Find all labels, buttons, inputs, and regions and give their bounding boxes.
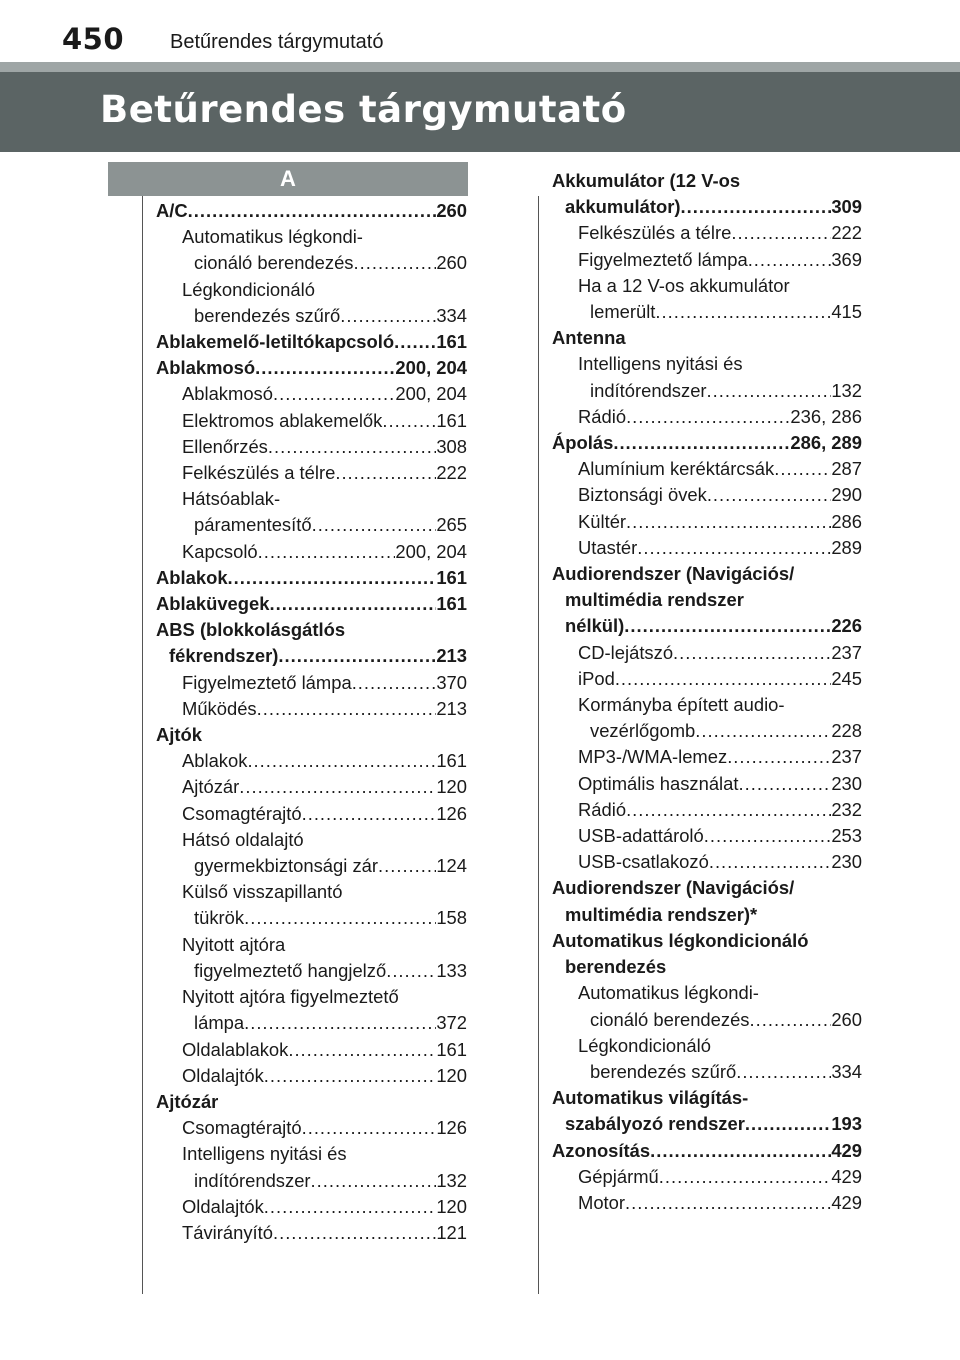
page-reference: 334: [831, 1060, 862, 1082]
index-entry-label: Ajtózár: [182, 776, 240, 798]
index-entry-label: gyermekbiztonsági zár: [194, 855, 378, 877]
dot-leader: [748, 247, 832, 273]
page-reference: 370: [436, 671, 467, 693]
index-entry: [552, 1138, 862, 1164]
index-entry-label: Figyelmeztető lámpa: [578, 248, 748, 270]
index-entry: [552, 325, 862, 351]
index-entry-label: Rádió: [578, 798, 627, 820]
index-subentry: [156, 224, 467, 276]
index-entry: [156, 617, 467, 669]
dot-leader: [273, 381, 395, 407]
index-entry: [156, 565, 467, 591]
page-reference: 286, 289: [790, 432, 862, 454]
index-entry-label: Automatikus légkondi-: [182, 226, 363, 248]
column-rule-left: [142, 196, 143, 1294]
index-entry-label: berendezés: [565, 956, 667, 978]
index-subentry: [552, 535, 862, 561]
index-entry-label: Ablakok: [156, 566, 228, 588]
page-reference: 161: [436, 750, 467, 772]
index-column-right: [552, 168, 862, 1216]
index-entry-label: USB-adattároló: [578, 825, 704, 847]
index-entry-label: cionáló berendezés: [194, 252, 354, 274]
index-entry-label: Távirányító: [182, 1221, 273, 1243]
index-subentry: [552, 797, 862, 823]
page-reference: 429: [831, 1165, 862, 1187]
page-reference: 290: [831, 484, 862, 506]
page-reference: 161: [436, 331, 467, 353]
page-reference: 265: [436, 514, 467, 536]
index-subentry: [552, 823, 862, 849]
index-entry-label: Automatikus légkondicionáló: [552, 929, 809, 951]
index-entry-label: Csomagtérajtó: [182, 1117, 302, 1139]
dot-leader: [302, 1115, 437, 1141]
dot-leader: [655, 299, 831, 325]
index-entry: [552, 430, 862, 456]
dot-leader: [731, 220, 831, 246]
index-subentry: [552, 849, 862, 875]
index-entry-label: Ellenőrzés: [182, 435, 268, 457]
index-entry-label: Automatikus légkondi-: [578, 982, 759, 1004]
index-subentry: [552, 220, 862, 246]
index-entry-label: fékrendszer): [169, 645, 279, 667]
index-entry-label: Felkészülés a télre: [578, 222, 732, 244]
index-entry-label: Légkondicionáló: [578, 1034, 711, 1056]
index-entry-label: Kormányba épített audio-: [578, 694, 785, 716]
dot-leader: [745, 1111, 831, 1137]
page-reference: 308: [436, 435, 467, 457]
index-entry-label: Felkészülés a télre: [182, 462, 336, 484]
index-subentry: [156, 1194, 467, 1220]
dot-leader: [278, 643, 436, 669]
index-entry-label: Ajtózár: [156, 1090, 219, 1112]
dot-leader: [352, 670, 437, 696]
index-entry-label: Audiorendszer (Navigációs/: [552, 563, 795, 585]
page-reference: 286: [831, 510, 862, 532]
page-reference: 121: [436, 1221, 467, 1243]
dot-leader: [680, 194, 831, 220]
index-subentry: [552, 247, 862, 273]
page-reference: 372: [436, 1012, 467, 1034]
page-reference: 200, 204: [395, 540, 467, 562]
dot-leader: [311, 1168, 437, 1194]
index-subentry: [156, 827, 467, 879]
index-entry-label: ABS (blokkolásgátlós: [156, 619, 346, 641]
dot-leader: [613, 430, 790, 456]
dot-leader: [257, 696, 437, 722]
page-reference: 245: [831, 667, 862, 689]
page-reference: 228: [831, 720, 862, 742]
index-entry: [552, 928, 862, 980]
index-subentry: [156, 1063, 467, 1089]
index-entry-label: figyelmeztető hangjelző: [194, 959, 387, 981]
index-entry: [552, 168, 862, 220]
index-entry: [156, 355, 467, 381]
index-entry-label: Gépjármű: [578, 1165, 659, 1187]
index-entry-label: Csomagtérajtó: [182, 802, 302, 824]
index-subentry: [156, 539, 467, 565]
dot-leader: [378, 853, 436, 879]
index-subentry: [156, 984, 467, 1036]
index-entry-label: USB-csatlakozó: [578, 851, 709, 873]
index-entry-label: Oldalajtók: [182, 1064, 264, 1086]
index-entry-label: Biztonsági övek: [578, 484, 707, 506]
page-reference: 193: [831, 1113, 862, 1135]
header-title: Betűrendes tárgymutató: [170, 31, 384, 53]
index-subentry: [552, 482, 862, 508]
page-reference: 222: [831, 222, 862, 244]
index-entry-label: Figyelmeztető lámpa: [182, 671, 352, 693]
page-reference: 289: [831, 536, 862, 558]
page-reference: 309: [831, 196, 862, 218]
page-reference: 200, 204: [395, 383, 467, 405]
index-entry-label: MP3-/WMA-lemez: [578, 746, 728, 768]
index-entry-label: cionáló berendezés: [590, 1008, 750, 1030]
dot-leader: [382, 408, 436, 434]
page-reference: 126: [436, 802, 467, 824]
index-entry-label: Automatikus világítás-: [552, 1087, 749, 1109]
dot-leader: [312, 512, 437, 538]
dot-leader: [626, 404, 790, 430]
index-entry-label: Nyitott ajtóra figyelmeztető: [182, 986, 399, 1008]
index-entry-label: páramentesítő: [194, 514, 312, 536]
index-entry-label: iPod: [578, 667, 615, 689]
index-entry-label: berendezés szűrő: [590, 1060, 737, 1082]
page-reference: 120: [436, 776, 467, 798]
dot-leader: [626, 509, 831, 535]
index-entry: [552, 1085, 862, 1137]
index-subentry: [156, 1037, 467, 1063]
index-entry-label: Oldalablakok: [182, 1038, 289, 1060]
dot-leader: [736, 1059, 831, 1085]
index-subentry: [552, 404, 862, 430]
index-subentry: [156, 774, 467, 800]
index-entry: [552, 875, 862, 927]
page-reference: 161: [436, 566, 467, 588]
index-entry: [156, 1089, 467, 1115]
dot-leader: [302, 801, 437, 827]
dot-leader: [228, 565, 437, 591]
index-subentry: [552, 1033, 862, 1085]
dot-leader: [354, 250, 437, 276]
index-entry-label: Audiorendszer (Navigációs/: [552, 877, 795, 899]
index-entry-label: Motor: [578, 1191, 626, 1213]
index-entry-label: Rádió: [578, 405, 627, 427]
index-subentry: [156, 1115, 467, 1141]
page-reference: 260: [436, 200, 467, 221]
index-entry-label: Alumínium keréktárcsák: [578, 458, 775, 480]
index-entry-label: Oldalajtók: [182, 1195, 264, 1217]
index-subentry: [552, 640, 862, 666]
dot-leader: [727, 744, 831, 770]
index-entry: [552, 561, 862, 640]
dot-leader: [707, 378, 832, 404]
index-entry-label: Működés: [182, 697, 257, 719]
dot-leader: [264, 1063, 437, 1089]
index-subentry: [156, 486, 467, 538]
index-entry-label: Azonosítás: [552, 1139, 651, 1161]
index-entry-label: lemerült: [590, 301, 656, 323]
header-rule: [0, 62, 960, 72]
page-reference: 158: [436, 907, 467, 929]
index-entry-label: berendezés szűrő: [194, 304, 341, 326]
index-subentry: [156, 434, 467, 460]
index-subentry: [552, 744, 862, 770]
index-subentry: [156, 408, 467, 434]
section-letter-band: A: [108, 162, 468, 196]
dot-leader: [268, 434, 436, 460]
index-entry-label: lámpa: [194, 1012, 245, 1034]
dot-leader: [659, 1164, 832, 1190]
page-reference: 161: [436, 1038, 467, 1060]
dot-leader: [774, 456, 831, 482]
index-entry-label: Ablakmosó: [182, 383, 273, 405]
dot-leader: [247, 748, 436, 774]
page-reference: 132: [436, 1169, 467, 1191]
index-entry-label: indítórendszer: [590, 379, 707, 401]
dot-leader: [239, 774, 436, 800]
index-entry-label: Akkumulátor (12 V-os: [552, 170, 741, 191]
index-subentry: [156, 932, 467, 984]
page-reference: 132: [831, 379, 862, 401]
index-subentry: [552, 456, 862, 482]
dot-leader: [704, 823, 832, 849]
index-entry: [156, 722, 467, 748]
page-reference: 161: [436, 593, 467, 615]
dot-leader: [288, 1037, 436, 1063]
index-entry-label: Ablaküvegek: [156, 593, 270, 615]
dot-leader: [637, 535, 831, 561]
page-reference: 124: [436, 855, 467, 877]
index-entry-label: Légkondicionáló: [182, 278, 315, 300]
index-subentry: [156, 696, 467, 722]
column-rule-right: [538, 196, 539, 1294]
dot-leader: [709, 849, 831, 875]
page-reference: 133: [436, 959, 467, 981]
index-entry-label: Nyitott ajtóra: [182, 933, 286, 955]
index-subentry: [552, 1164, 862, 1190]
index-subentry: [552, 273, 862, 325]
index-entry-label: Utastér: [578, 536, 638, 558]
dot-leader: [258, 539, 396, 565]
index-entry-label: Intelligens nyitási és: [182, 1143, 347, 1165]
index-entry-label: Ajtók: [156, 724, 202, 746]
page-reference: 213: [436, 645, 467, 667]
dot-leader: [707, 482, 832, 508]
dot-leader: [650, 1138, 831, 1164]
index-entry-label: Ablakemelő-letiltókapcsoló: [156, 331, 395, 353]
page-reference: 236, 286: [790, 405, 862, 427]
index-subentry: [552, 666, 862, 692]
page-reference: 161: [436, 409, 467, 431]
index-entry-label: akkumulátor): [565, 196, 681, 218]
page-reference: 120: [436, 1195, 467, 1217]
dot-leader: [626, 797, 831, 823]
dot-leader: [394, 329, 436, 355]
index-entry-label: Ablakok: [182, 750, 248, 772]
dot-leader: [273, 1220, 436, 1246]
page-reference: 230: [831, 772, 862, 794]
index-subentry: [552, 980, 862, 1032]
index-entry-label: A/C: [156, 200, 188, 221]
index-entry-label: Antenna: [552, 327, 626, 349]
index-subentry: [156, 381, 467, 407]
page-reference: 287: [831, 458, 862, 480]
index-subentry: [156, 670, 467, 696]
index-subentry: [156, 748, 467, 774]
dot-leader: [255, 355, 395, 381]
dot-leader: [269, 591, 436, 617]
page-reference: 213: [436, 697, 467, 719]
index-entry-label: Hátsó oldalajtó: [182, 828, 304, 850]
index-entry-label: multimédia rendszer)*: [565, 903, 758, 925]
dot-leader: [340, 303, 436, 329]
index-entry-label: nélkül): [565, 615, 625, 637]
dot-leader: [386, 958, 436, 984]
page-reference: 429: [831, 1139, 862, 1161]
page-reference: 126: [436, 1117, 467, 1139]
index-subentry: [552, 351, 862, 403]
page-reference: 222: [436, 462, 467, 484]
index-entry: [156, 591, 467, 617]
index-subentry: [552, 771, 862, 797]
index-subentry: [156, 277, 467, 329]
index-entry: [156, 198, 467, 224]
index-entry-label: Külső visszapillantó: [182, 881, 343, 903]
index-entry-label: Kültér: [578, 510, 627, 532]
page-reference: 237: [831, 641, 862, 663]
index-entry: [156, 329, 467, 355]
dot-leader: [264, 1194, 437, 1220]
dot-leader: [673, 640, 831, 666]
index-entry-label: multimédia rendszer: [565, 589, 744, 611]
page-reference: 334: [436, 304, 467, 326]
index-subentry: [552, 509, 862, 535]
dot-leader: [244, 1010, 436, 1036]
page-reference: 260: [436, 252, 467, 274]
dot-leader: [335, 460, 436, 486]
page-title: Betűrendes tárgymutató: [100, 88, 627, 131]
index-subentry: [156, 801, 467, 827]
index-subentry: [552, 692, 862, 744]
dot-leader: [695, 718, 831, 744]
index-entry-label: vezérlőgomb: [590, 720, 696, 742]
index-column-left: [156, 198, 467, 1246]
index-entry-label: Kapcsoló: [182, 540, 258, 562]
index-entry-label: Ha a 12 V-os akkumulátor: [578, 274, 790, 296]
page-reference: 232: [831, 798, 862, 820]
page-reference: 200, 204: [395, 357, 467, 379]
index-entry-label: Ápolás: [552, 432, 614, 454]
dot-leader: [625, 1190, 831, 1216]
page-reference: 253: [831, 825, 862, 847]
index-entry-label: szabályozó rendszer: [565, 1113, 745, 1135]
page-number: 450: [62, 22, 125, 56]
page-reference: 226: [831, 615, 862, 637]
page-reference: 237: [831, 746, 862, 768]
dot-leader: [738, 771, 831, 797]
index-entry-label: Optimális használat: [578, 772, 739, 794]
page-reference: 429: [831, 1191, 862, 1213]
page-reference: 415: [831, 301, 862, 323]
page-reference: 230: [831, 851, 862, 873]
dot-leader: [615, 666, 832, 692]
index-entry-label: indítórendszer: [194, 1169, 311, 1191]
index-entry-label: Ablakmosó: [156, 357, 256, 379]
page-reference: 120: [436, 1064, 467, 1086]
index-subentry: [156, 1220, 467, 1246]
index-entry-label: Intelligens nyitási és: [578, 353, 743, 375]
dot-leader: [188, 198, 437, 224]
index-entry-label: CD-lejátszó: [578, 641, 674, 663]
page-reference: 369: [831, 248, 862, 270]
index-subentry: [156, 460, 467, 486]
page-reference: 260: [831, 1008, 862, 1030]
dot-leader: [624, 613, 831, 639]
index-subentry: [156, 1141, 467, 1193]
index-entry-label: tükrök: [194, 907, 245, 929]
index-subentry: [552, 1190, 862, 1216]
index-subentry: [156, 879, 467, 931]
page-header: [0, 0, 960, 62]
dot-leader: [244, 905, 436, 931]
dot-leader: [750, 1007, 832, 1033]
index-entry-label: Elektromos ablakemelők: [182, 409, 383, 431]
index-entry-label: Hátsóablak-: [182, 488, 281, 510]
